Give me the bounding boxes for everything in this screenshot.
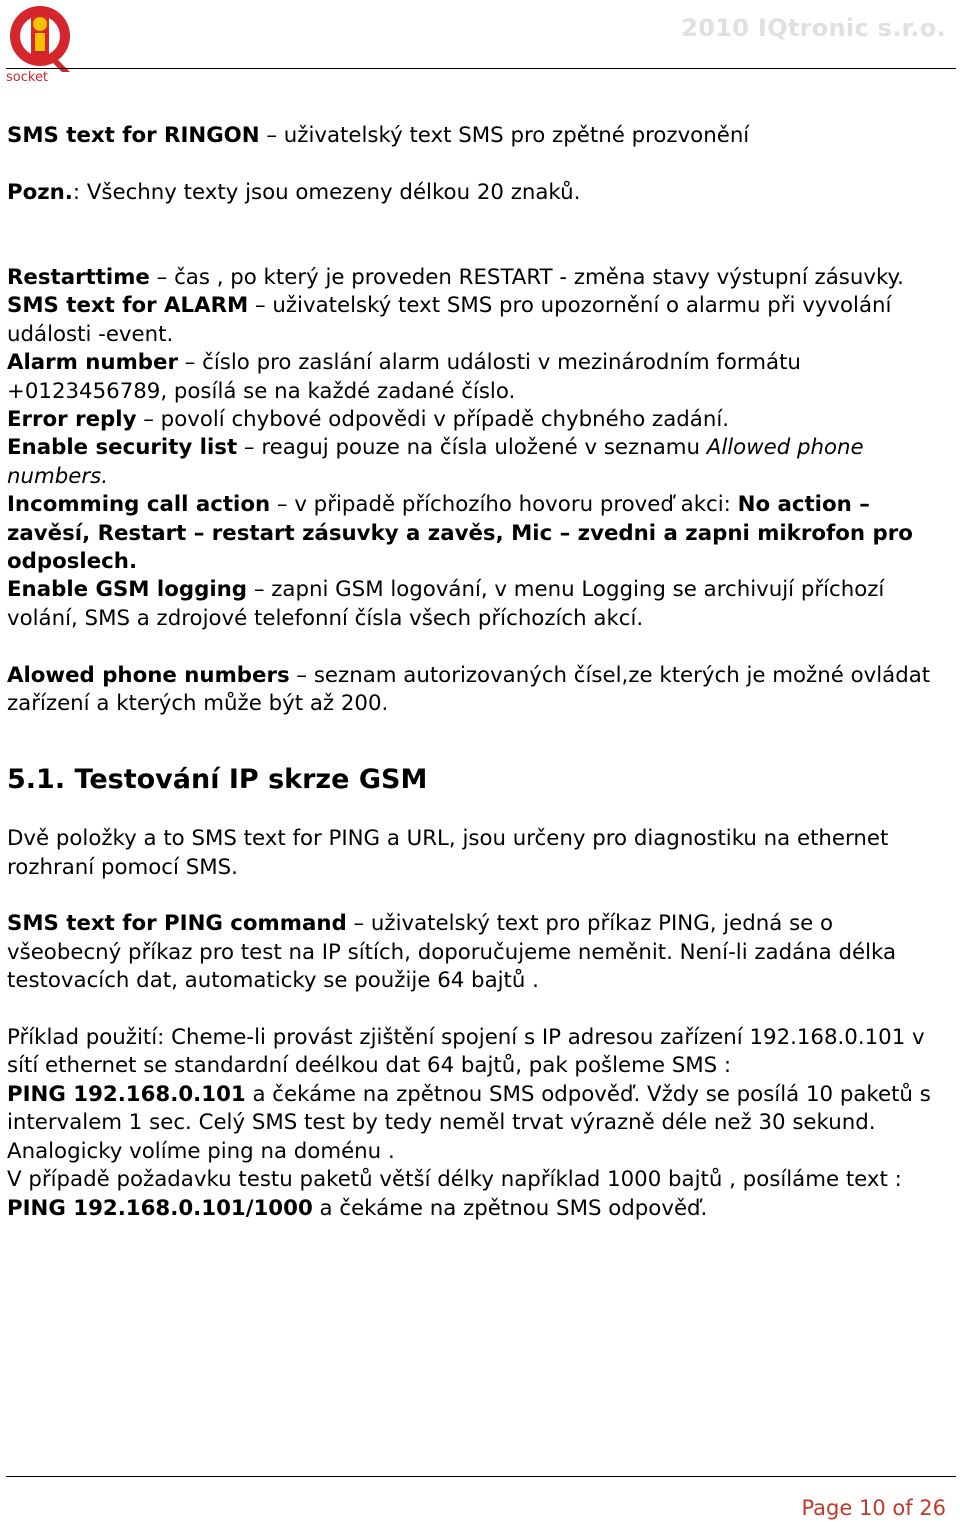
paragraph-example: Příklad použití: Cheme-li provást zjištění spojení s IP adresou zařízení 192.168.0.101 v sítí ethernet se standardní deélkou dat 64 bajtů, pak pošleme SMS : bbox=[7, 1025, 925, 1079]
paragraph-intro: Dvě položky a to SMS text for PING a URL, jsou určeny pro diagnostiku na ethernet rozhraní pomocí SMS. bbox=[7, 826, 889, 880]
footer-divider bbox=[6, 1476, 956, 1477]
paragraph-alarm-number: Alarm number – číslo pro zaslání alarm události v mezinárodním formátu +0123456789, posílá se na každé zadané číslo. bbox=[7, 350, 801, 404]
page-header bbox=[0, 0, 960, 90]
paragraph-sms-alarm: SMS text for ALARM – uživatelský text SMS pro upozornění o alarmu při vyvolání události -event. bbox=[7, 293, 892, 347]
page-number: Page 10 of 26 bbox=[801, 1496, 946, 1520]
document-body bbox=[7, 122, 947, 1223]
iqsocket-logo bbox=[4, 2, 80, 84]
paragraph-ping-example: PING 192.168.0.101 a čekáme na zpětnou SMS odpověď. Vždy se posílá 10 paketů s intervalem 1 sec. Celý SMS test by tedy neměl trvat výrazně déle než 30 sekund. bbox=[7, 1081, 931, 1136]
paragraph-note: Pozn.: Všechny texty jsou omezeny délkou 20 znaků. bbox=[7, 179, 581, 205]
paragraph-restarttime: Restarttime – čas , po který je proveden RESTART - změna stavy výstupní zásuvky. bbox=[7, 264, 904, 290]
header-divider bbox=[6, 68, 956, 69]
company-name: 2010 IQtronic s.r.o. bbox=[681, 14, 946, 42]
paragraph-security-list: Enable security list – reaguj pouze na čísla uložené v seznamu Allowed phone numbers. bbox=[7, 435, 864, 489]
svg-text:socket: socket bbox=[6, 70, 49, 84]
paragraph-analogy: Analogicky volíme ping na doménu . bbox=[7, 1138, 395, 1164]
paragraph-gsm-logging: Enable GSM logging – zapni GSM logování, v menu Logging se archivují příchozí volání, SMS a zdrojové telefonní čísla všech příchozích akcí. bbox=[7, 577, 885, 631]
paragraph-ping-large: PING 192.168.0.101/1000 a čekáme na zpětnou SMS odpověď. bbox=[7, 1195, 708, 1221]
paragraph-ringon: SMS text for RINGON – uživatelský text SMS pro zpětné prozvonění bbox=[7, 123, 750, 148]
paragraph-large-packet: V případě požadavku testu paketů větší délky například 1000 bajtů , posíláme text : bbox=[7, 1167, 902, 1193]
paragraph-error-reply: Error reply – povolí chybové odpovědi v případě chybného zadání. bbox=[7, 407, 730, 433]
paragraph-incoming-call: Incomming call action – v připadě příchozího hovoru proveď akci: No action – zavěsí, Restart – restart zásuvky a zavěs, Mic – zvedni a zapni mikrofon pro odposlech. bbox=[7, 492, 913, 575]
section-heading: 5.1. Testování IP skrze GSM bbox=[7, 763, 428, 795]
paragraph-ping-command: SMS text for PING command – uživatelský text pro příkaz PING, jedná se o všeobecný příkaz pro test na IP sítích, doporučujeme neměnit. Není-li zadána délka testovacích dat, automaticky se použije 64 bajtů . bbox=[7, 911, 897, 994]
paragraph-allowed-numbers: Alowed phone numbers – seznam autorizovaných čísel,ze kterých je možné ovládat zařízení a kterých může být až 200. bbox=[7, 662, 931, 717]
